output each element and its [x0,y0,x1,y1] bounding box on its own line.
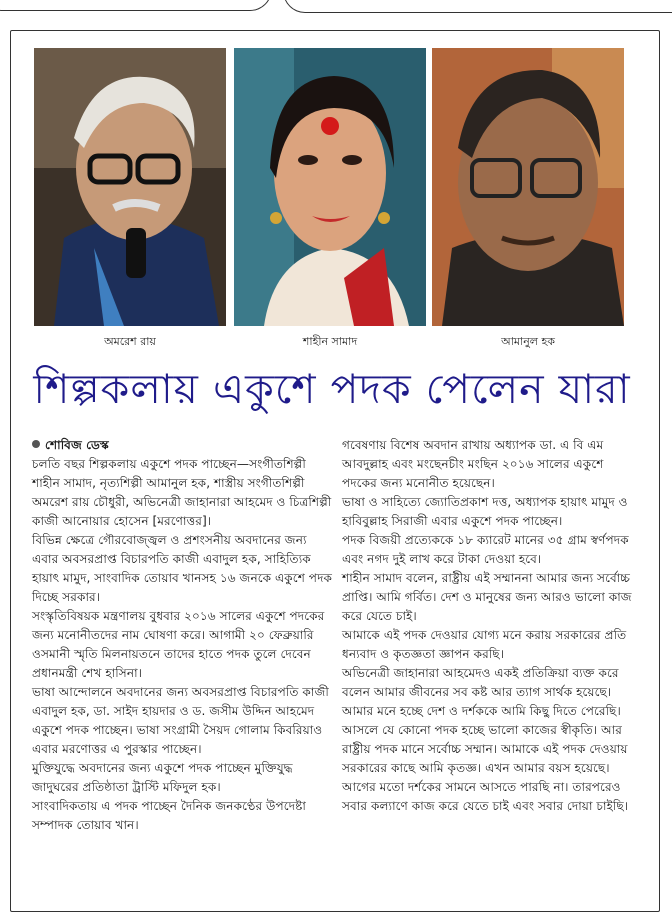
paragraph: বিভিন্ন ক্ষেত্রে গৌরবোজ্জ্বল ও প্রশংসনীয় অবদানের জন্য এবার অবসরপ্রাপ্ত বিচারপতি কাজী এবাদুল হক, সাহিত্যিক হায়াৎ মামুদ, সাংবাদিক তোয়াব খানসহ ১৬ জনকে একুশে পদক দিচ্ছে সরকার। [32,533,332,604]
article-column-right [342,436,642,816]
paragraph: সাংবাদিকতায় এ পদক পাচ্ছেন দৈনিক জনকণ্ঠের উপদেষ্টা সম্পাদক তোয়াব খান। [32,799,306,832]
paragraph: শাহীন সামাদ বলেন, রাষ্ট্রীয় এই সম্মাননা আমার জন্য সর্বোচ্চ প্রাপ্তি। আমি গর্বিত। দেশ ও মানুষের জন্য আরও ভালো কাজ করে যেতে চাই। [342,571,632,623]
photo-amaresh-roy [34,48,226,326]
article-headline: শিল্পকলায় একুশে পদক পেলেন যারা [33,365,631,413]
portrait-woman-bindi-icon [234,48,426,326]
paragraph: গবেষণায় বিশেষ অবদান রাখায় অধ্যাপক ডা. এ বি এম আবদুল্লাহ এবং মংছেনচীং মংছিন ২০১৬ সালের একুশে পদকের জন্য মনোনীত হয়েছেন। [342,438,604,490]
photo-shahin-samad [234,48,426,326]
byline-text: শোবিজ ডেস্ক [45,438,109,452]
paragraph: ভাষা ও সাহিত্যে জ্যোতিপ্রকাশ দত্ত, অধ্যাপক হায়াৎ মামুদ ও হাবিবুল্লাহ সিরাজী এবার একুশে পদক পাচ্ছেন। [342,495,628,528]
header-tab-right [283,0,672,13]
paragraph: অভিনেত্রী জাহানারা আহমেদও একই প্রতিক্রিয়া ব্যক্ত করে বলেন আমার জীবনের সব কষ্ট আর ত্যাগ সার্থক হয়েছে। আমার মনে হচ্ছে দেশ ও দর্শককে আমি কিছু দিতে পেরেছি। আসলে যে কোনো পদক হচ্ছে ভালো কাজের স্বীকৃতি। আর রাষ্ট্রীয় পদক মানে সর্বোচ্চ সম্মান। আমাকে এই পদক দেওয়ায় সরকারের কাছে আমি কৃতজ্ঞ। এখন আমার বয়স হয়েছে। আগের মতো দর্শকের সামনে আসতে পারছি না। তারপরেও সবার কল্যাণে কাজ করে যেতে চাই এবং সবার দোয়া চাইছি। [342,666,629,813]
paragraph: মুক্তিযুদ্ধে অবদানের জন্য একুশে পদক পাচ্ছেন মুক্তিযুদ্ধ জাদুঘরের প্রতিষ্ঠাতা ট্রাস্টি মফিদুল হক। [32,761,293,794]
photo-amanul-haque [432,48,624,326]
paragraph: চলতি বছর শিল্পকলায় একুশে পদক পাচ্ছেন—সংগীতশিল্পী শাহীন সামাদ, নৃত্যশিল্পী আমানুল হক, শাস্ত্রীয় সংগীতশিল্পী অমরেশ রায় চৌধুরী, অভিনেত্রী জাহানারা আহমেদ ও চিত্রশিল্পী কাজী আনোয়ার হোসেন [মরণোত্তর]। [32,457,332,528]
byline [32,436,334,455]
photo-caption: অমরেশ রায় [104,335,156,348]
portrait-man-elderly-icon [432,48,624,326]
header-tab-left [0,0,272,11]
photo-caption: আমানুল হক [501,335,555,348]
photo-caption: শাহীন সামাদ [302,335,358,348]
portrait-man-glasses-icon [34,48,226,326]
paragraph: পদক বিজয়ী প্রত্যেককে ১৮ ক্যারেট মানের ৩৫ গ্রাম স্বর্ণপদক এবং নগদ দুই লাখ করে টাকা দেওয়া হবে। [342,533,629,566]
paragraph: সংস্কৃতিবিষয়ক মন্ত্রণালয় বুধবার ২০১৬ সালের একুশে পদকের জন্য মনোনীতদের নাম ঘোষণা করে। আগামী ২০ ফেব্রুয়ারি ওসমানী স্মৃতি মিলনায়তনে তাদের হাতে পদক তুলে দেবেন প্রধানমন্ত্রী শেখ হাসিনা। [32,609,325,680]
article-column-left [32,436,334,835]
paragraph: ভাষা আন্দোলনে অবদানের জন্য অবসরপ্রাপ্ত বিচারপতি কাজী এবাদুল হক, ডা. সাইদ হায়দার ও ড. জসীম উদ্দিন আহমেদ একুশে পদক পাচ্ছেন। ভাষা সংগ্রামী সৈয়দ গোলাম কিবরিয়াও এবার মরণোত্তর এ পুরস্কার পাচ্ছেন। [32,685,329,756]
paragraph: আমাকে এই পদক দেওয়ার যোগ্য মনে করায় সরকারের প্রতি ধন্যবাদ ও কৃতজ্ঞতা জ্ঞাপন করছি। [342,628,627,661]
bullet-icon [32,440,40,448]
